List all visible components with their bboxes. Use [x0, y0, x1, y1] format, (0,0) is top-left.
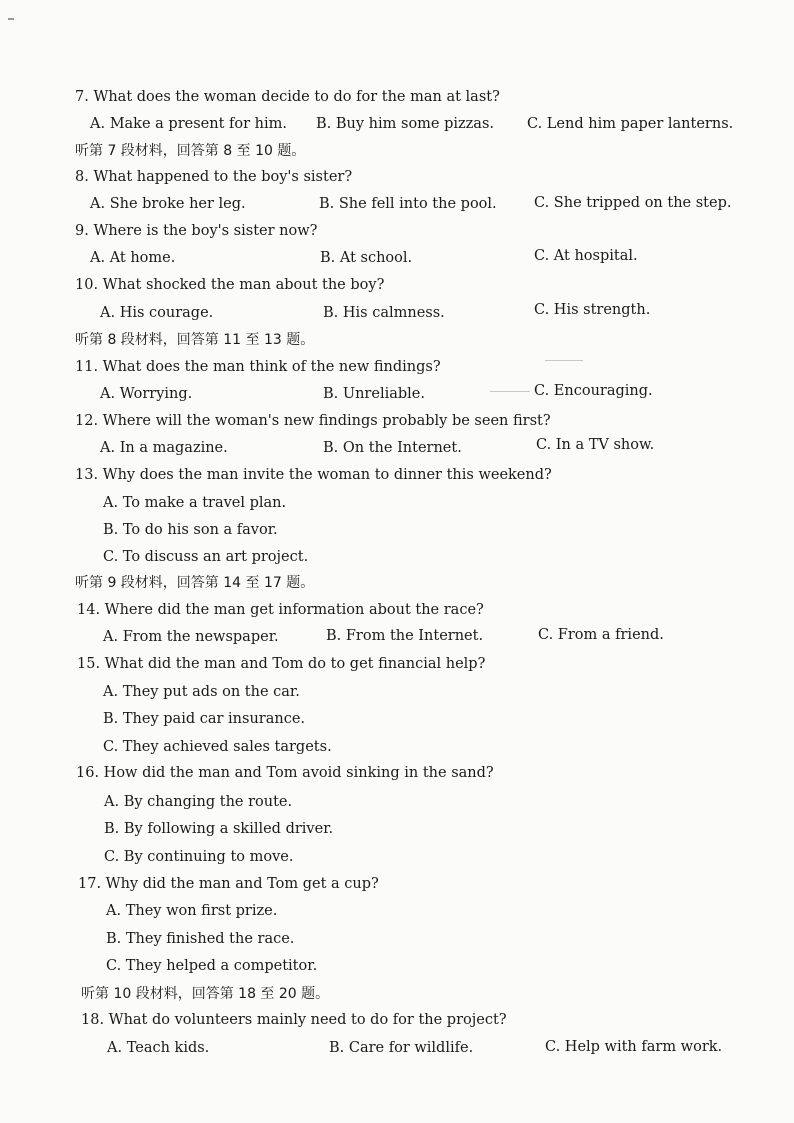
- question-14-option-a: A. From the newspaper.: [103, 629, 279, 645]
- question-12-option-a: A. In a magazine.: [100, 440, 228, 456]
- question-18-option-c: C. Help with farm work.: [545, 1039, 723, 1055]
- question-17-option-a: A. They won first prize.: [106, 903, 278, 919]
- question-18-stem: 18. What do volunteers mainly need to do for the project?: [81, 1012, 507, 1028]
- question-17-stem: 17. Why did the man and Tom get a cup?: [78, 876, 379, 892]
- question-10-option-a: A. His courage.: [100, 305, 214, 321]
- question-11-option-c: C. Encouraging.: [534, 383, 653, 399]
- question-8-stem: 8. What happened to the boy's sister?: [75, 169, 353, 185]
- question-15-option-c: C. They achieved sales targets.: [103, 739, 332, 755]
- question-9-option-b: B. At school.: [320, 250, 413, 266]
- question-17-option-c: C. They helped a competitor.: [106, 958, 318, 974]
- question-14-stem: 14. Where did the man get information about the race?: [77, 602, 484, 618]
- question-13-stem: 13. Why does the man invite the woman to dinner this weekend?: [75, 467, 552, 483]
- question-10-option-b: B. His calmness.: [323, 305, 445, 321]
- question-11-option-a: A. Worrying.: [100, 386, 193, 402]
- question-10-stem: 10. What shocked the man about the boy?: [75, 277, 385, 293]
- question-7-option-c: C. Lend him paper lanterns.: [527, 116, 734, 132]
- question-9-option-c: C. At hospital.: [534, 248, 638, 264]
- question-16-option-b: B. By following a skilled driver.: [104, 821, 334, 837]
- question-11-option-b: B. Unreliable.: [323, 386, 425, 402]
- question-14-option-b: B. From the Internet.: [326, 628, 484, 644]
- question-17-option-b: B. They finished the race.: [106, 931, 295, 947]
- question-15-option-a: A. They put ads on the car.: [103, 684, 300, 700]
- question-7-option-b: B. Buy him some pizzas.: [316, 116, 495, 132]
- question-14-option-c: C. From a friend.: [538, 627, 664, 643]
- question-16-option-a: A. By changing the route.: [104, 794, 293, 810]
- question-12-option-c: C. In a TV show.: [536, 437, 655, 453]
- question-13-option-a: A. To make a travel plan.: [103, 495, 287, 511]
- question-18-option-a: A. Teach kids.: [107, 1040, 210, 1056]
- question-13-option-b: B. To do his son a favor.: [103, 522, 278, 538]
- question-18-option-b: B. Care for wildlife.: [329, 1040, 474, 1056]
- question-15-option-b: B. They paid car insurance.: [103, 711, 306, 727]
- question-10-option-c: C. His strength.: [534, 302, 651, 318]
- scan-mark: [8, 18, 14, 20]
- question-16-option-c: C. By continuing to move.: [104, 849, 294, 865]
- question-9-stem: 9. Where is the boy's sister now?: [75, 223, 318, 239]
- section-header-9: 听第 9 段材料，回答第 14 至 17 题。: [75, 575, 315, 591]
- question-8-option-b: B. She fell into the pool.: [319, 196, 497, 212]
- section-header-10: 听第 10 段材料，回答第 18 至 20 题。: [81, 986, 330, 1002]
- question-12-stem: 12. Where will the woman's new findings probably be seen first?: [75, 413, 551, 429]
- question-8-option-a: A. She broke her leg.: [90, 196, 246, 212]
- scan-speck: [490, 391, 530, 392]
- question-9-option-a: A. At home.: [90, 250, 176, 266]
- question-15-stem: 15. What did the man and Tom do to get financial help?: [77, 656, 486, 672]
- question-11-stem: 11. What does the man think of the new findings?: [75, 359, 441, 375]
- section-header-7: 听第 7 段材料，回答第 8 至 10 题。: [75, 143, 306, 159]
- question-16-stem: 16. How did the man and Tom avoid sinking in the sand?: [76, 765, 494, 781]
- question-8-option-c: C. She tripped on the step.: [534, 195, 732, 211]
- section-header-8: 听第 8 段材料，回答第 11 至 13 题。: [75, 332, 315, 348]
- question-13-option-c: C. To discuss an art project.: [103, 549, 309, 565]
- question-7-stem: 7. What does the woman decide to do for the man at last?: [75, 89, 500, 105]
- question-12-option-b: B. On the Internet.: [323, 440, 462, 456]
- question-7-option-a: A. Make a present for him.: [90, 116, 287, 132]
- scan-speck: [545, 360, 583, 361]
